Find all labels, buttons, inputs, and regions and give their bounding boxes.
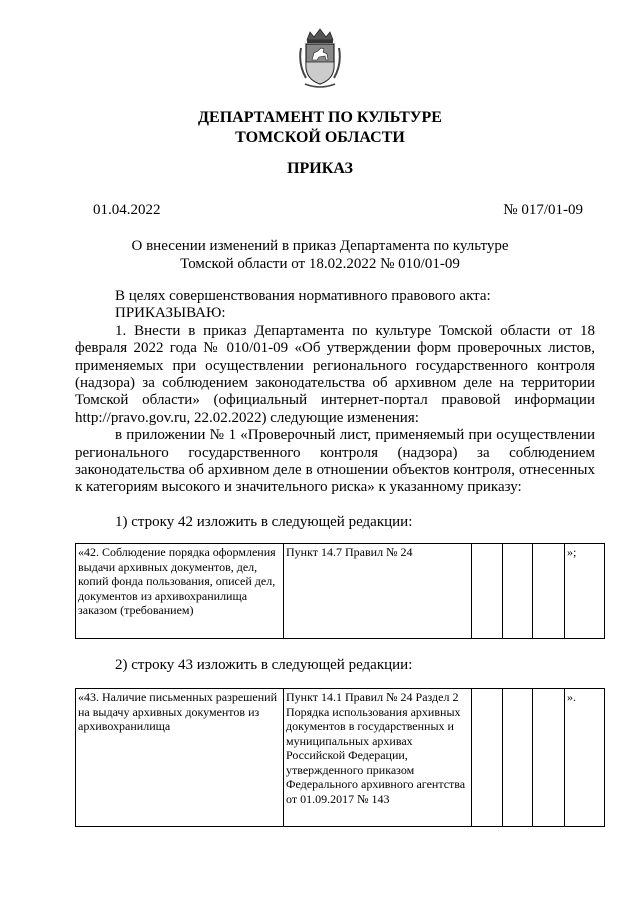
section-label-row43: 2) строку 43 изложить в следующей редакции: (115, 657, 413, 673)
table-cell-empty (533, 544, 565, 639)
table-cell-reference: Пункт 14.1 Правил № 24 Раздел 2 Порядка использования архивных документов в государственных и муниципальных архивах Российской Федерации, утвержденного приказом Федерального архивного агентства от 01.09.2017 № 143 (284, 689, 472, 827)
document-date: 01.04.2022 (93, 202, 161, 218)
document-number: № 017/01-09 (503, 202, 583, 218)
organization-name-line2: ТОМСКОЙ ОБЛАСТИ (235, 129, 405, 146)
table-cell-closing: »; (565, 544, 605, 639)
subject-line1: О внесении изменений в приказ Департамента по культуре (131, 238, 509, 254)
table-cell-empty (533, 689, 565, 827)
table-cell-empty (472, 544, 503, 639)
order-word: ПРИКАЗЫВАЮ: (115, 305, 226, 322)
table-cell-reference: Пункт 14.7 Правил № 24 (284, 544, 472, 639)
table-cell-empty (503, 689, 533, 827)
table-cell-requirement: «43. Наличие письменных разрешений на выдачу архивных документов из архивохранилища (76, 689, 284, 827)
table-row-42 (75, 543, 605, 639)
document-type: ПРИКАЗ (287, 160, 353, 177)
table-cell-requirement: «42. Соблюдение порядка оформления выдачи архивных документов, дел, копий фонда пользования, описей дел, документов из архивохранилища заказом (требованием) (76, 544, 284, 639)
coat-of-arms-icon (297, 26, 343, 90)
paragraph-appendix: в приложении № 1 «Проверочный лист, применяемый при осуществлении регионального государственного контроля (надзора) за соблюдением законодательства об архивном деле в отношении объектов контроля, отнесенных к категориям высокого и значительного риска» к указанному приказу: (75, 427, 595, 496)
section-label-row42: 1) строку 42 изложить в следующей редакции: (115, 514, 413, 530)
preamble-paragraph: В целях совершенствования нормативного правового акта: (115, 288, 491, 304)
table-cell-closing: ». (565, 689, 605, 827)
organization-name-line1: ДЕПАРТАМЕНТ ПО КУЛЬТУРЕ (198, 109, 442, 126)
document-body (75, 288, 595, 497)
table-cell-empty (472, 689, 503, 827)
table-cell-empty (503, 544, 533, 639)
table-row-43 (75, 688, 605, 827)
subject-line2: Томской области от 18.02.2022 № 010/01-09 (180, 256, 460, 272)
paragraph-item-1: 1. Внести в приказ Департамента по культуре Томской области от 18 февраля 2022 года № 010/01-09 «Об утверждении форм проверочных листов, применяемых при осуществлении регионального государственного контроля (надзора) за соблюдением законодательства об архивном деле на территории Томской области» (официальный интернет-портал правовой информации http://pravo.gov.ru, 22.02.2022) следующие изменения: (75, 322, 595, 426)
